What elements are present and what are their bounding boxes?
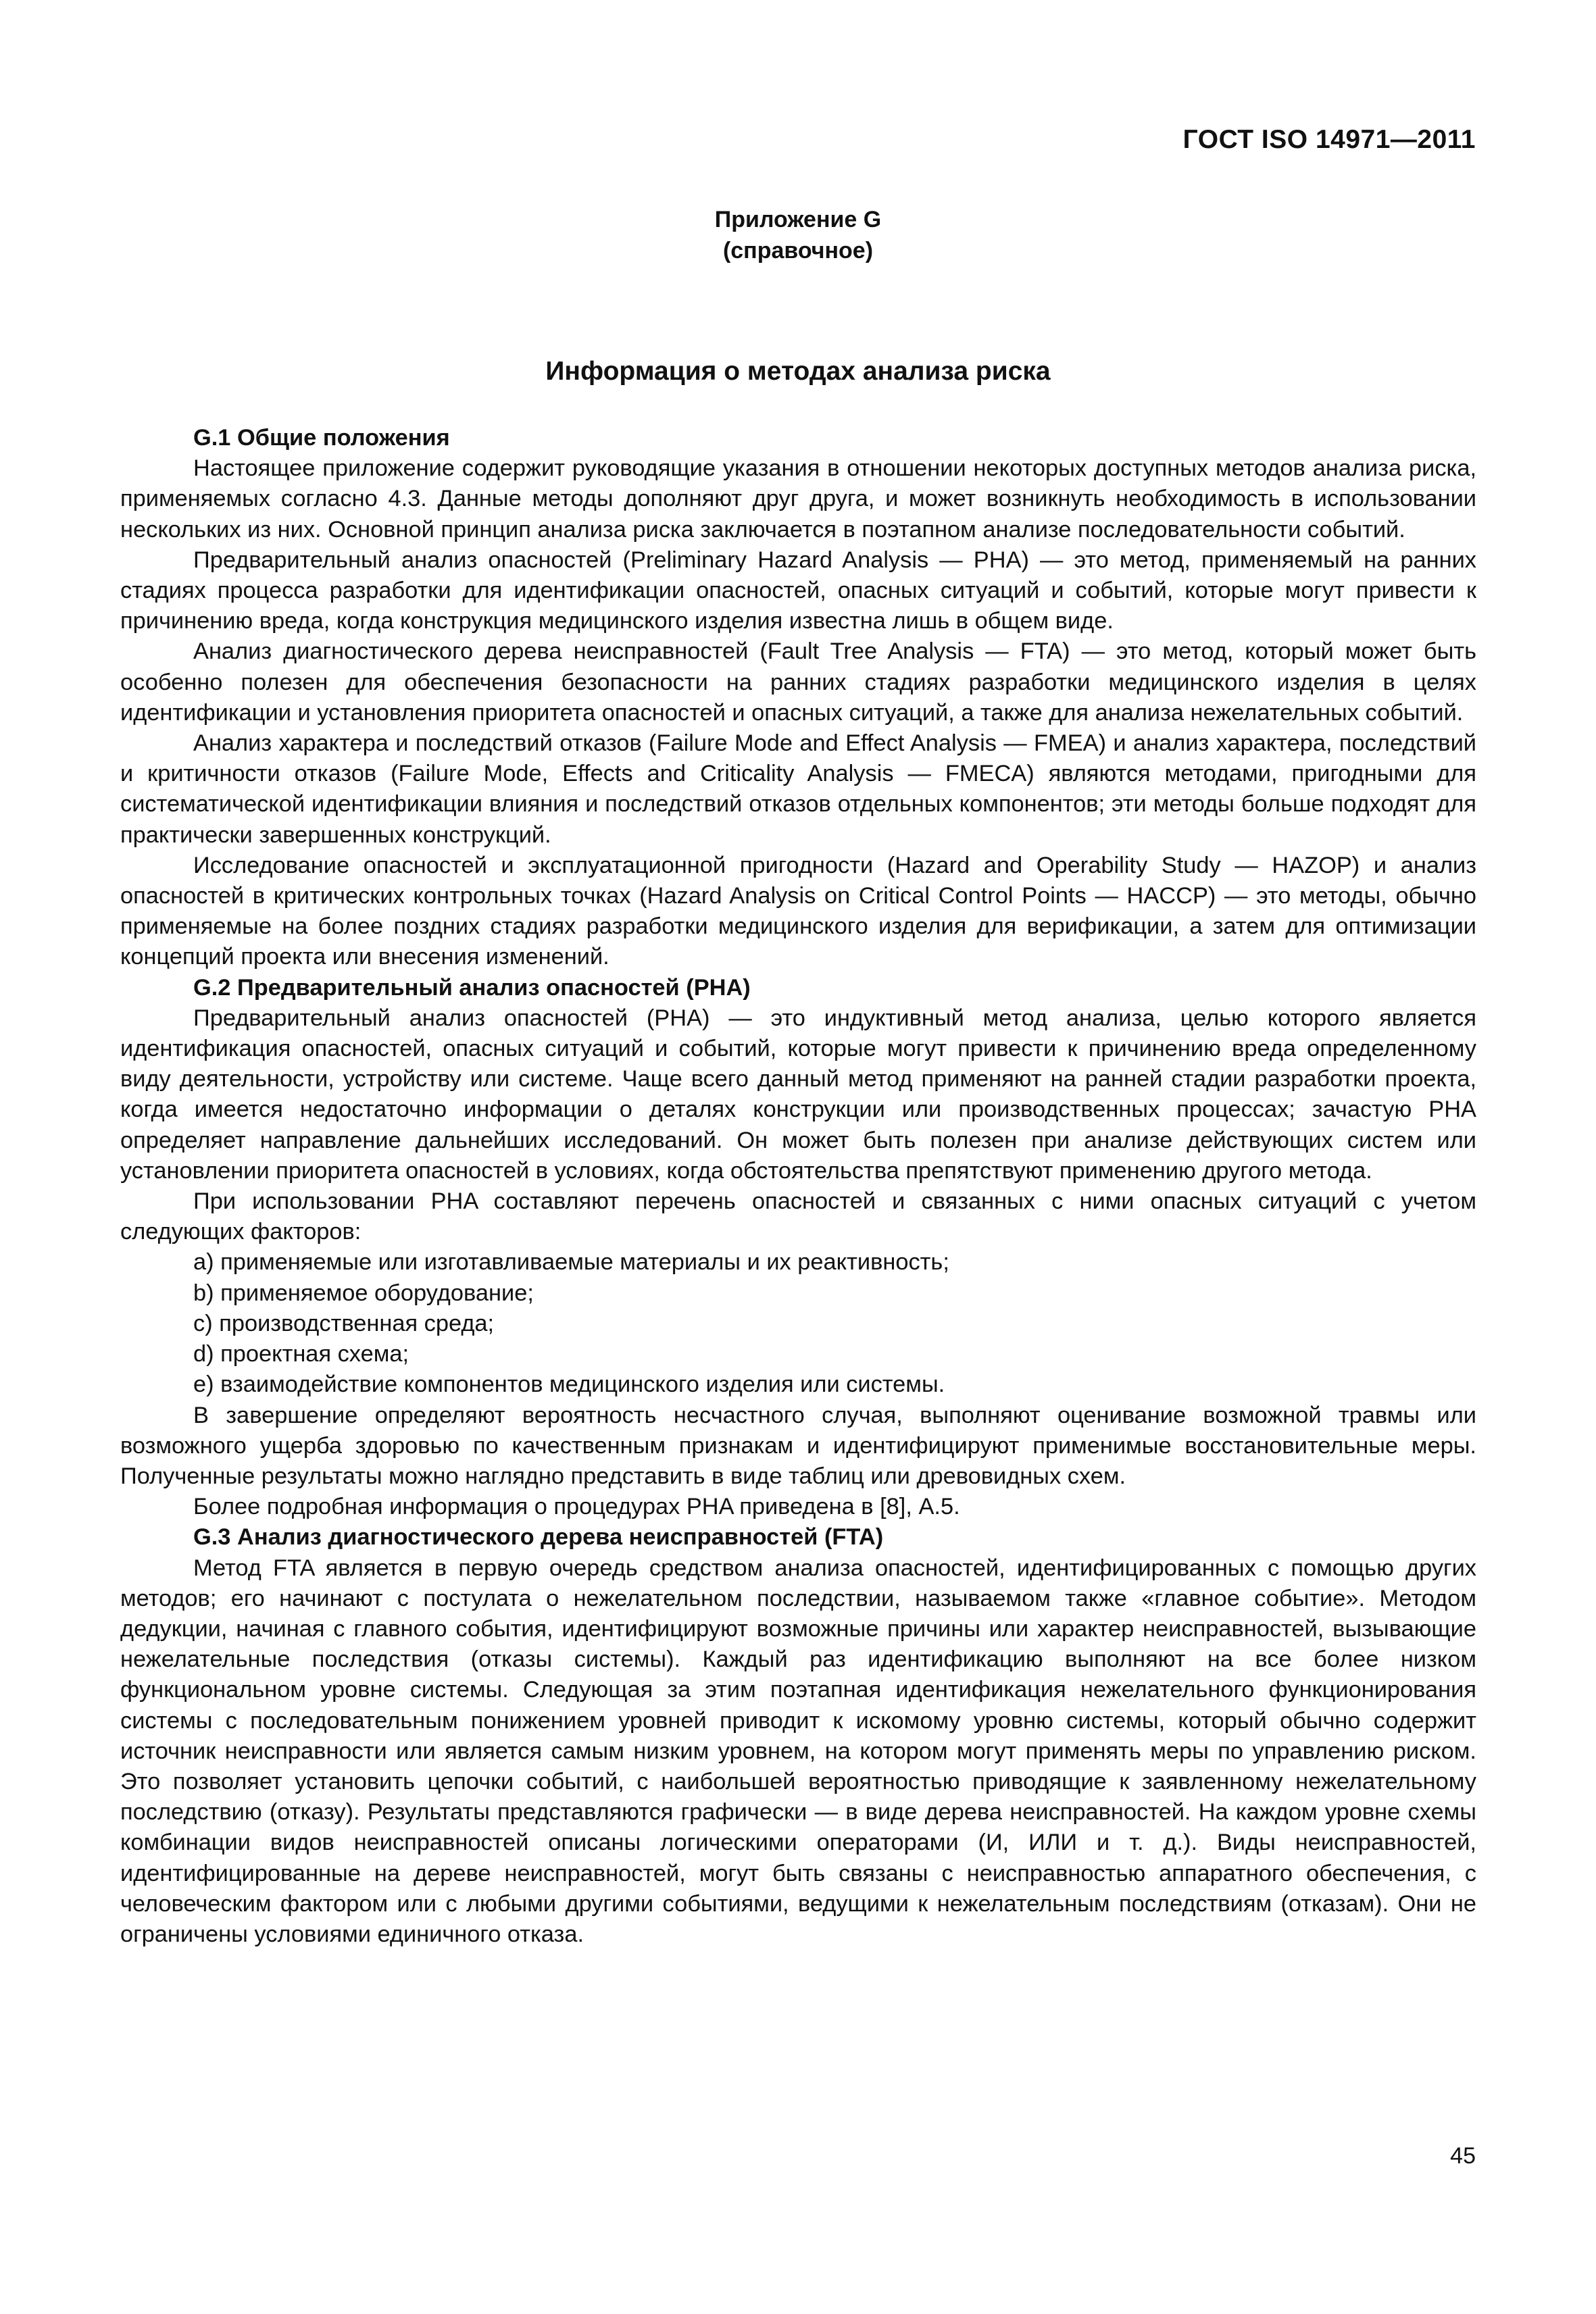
page-title: Информация о методах анализа риска [545,357,1051,386]
paragraph: Настоящее приложение содержит руководящие указания в отношении некоторых доступных методов анализа риска, применяемых согласно 4.3. Данные методы дополняют друг друга, и может возникнуть необходимость в использовании нескольких из них. Основной принцип анализа риска заключается в поэтапном анализе последовательности событий. [120,455,1476,543]
paragraph: Предварительный анализ опасностей (Preliminary Hazard Analysis — PHA) — это метод, применяемый на ранних стадиях процесса разработки для идентификации опасностей, опасных ситуаций и событий, которые могут привести к причинению вреда, когда конструкция медицинского изделия известна лишь в общем виде. [120,547,1476,634]
list-item: a) применяемые или изготавливаемые материалы и их реактивность; [193,1249,949,1276]
appendix-header [0,204,1596,266]
page-number: 45 [1450,2143,1476,2169]
list-item: c) производственная среда; [193,1310,495,1336]
paragraph: При использовании PHA составляют перечень опасностей и связанных с ними опасных ситуаций с учетом следующих факторов: [120,1188,1476,1245]
section-heading-g1: G.1 Общие положения [193,425,450,451]
paragraph: Анализ диагностического дерева неисправностей (Fault Tree Analysis — FTA) — это метод, который может быть особенно полезен для обеспечения безопасности на ранних стадиях разработки медицинского изделия в целях идентификации и установления приоритета опасностей и опасных ситуаций, а также для анализа нежелательных событий. [120,638,1476,726]
appendix-label: Приложение G [714,207,882,232]
appendix-note: (справочное) [722,238,874,263]
list-item: e) взаимодействие компонентов медицинского изделия или системы. [193,1372,945,1398]
section-heading-g3: G.3 Анализ диагностического дерева неисправностей (FTA) [193,1524,884,1551]
paragraph: В завершение определяют вероятность несчастного случая, выполняют оценивание возможной травмы или возможного ущерба здоровью по качественным признакам и идентифицируют применимые восстановительные меры. Полученные результаты можно наглядно представить в виде таблиц или древовидных схем. [120,1402,1476,1489]
list-item: d) проектная схема; [193,1341,409,1367]
paragraph: Предварительный анализ опасностей (PHA) — это индуктивный метод анализа, целью которого является идентификация опасностей, опасных ситуаций и событий, которые могут привести к причинению вреда определенному виду деятельности, устройству или системе. Чаще всего данный метод применяют на ранней стадии разработки проекта, когда имеется недостаточно информации о деталях конструкции или производственных процессах; зачастую PHA определяет направление дальнейших исследований. Он может быть полезен при анализе действующих систем или установлении приоритета опасностей в условиях, когда обстоятельства препятствуют применению другого метода. [120,1005,1476,1184]
paragraph: Более подробная информация о процедурах PHA приведена в [8], A.5. [193,1494,960,1520]
document-code: ГОСТ ISO 14971—2011 [1182,125,1476,154]
paragraph: Анализ характера и последствий отказов (Failure Mode and Effect Analysis — FMEA) и анализ характера, последствий и критичности отказов (Failure Mode, Effects and Criticality Analysis — FMECA) являются методами, пригодными для систематической идентификации влияния и последствий отказов отдельных компонентов; эти методы больше подходят для практически завершенных конструкций. [120,730,1476,848]
document-body [120,423,1476,1950]
list-item: b) применяемое оборудование; [193,1280,534,1306]
section-heading-g2: G.2 Предварительный анализ опасностей (PHA) [193,974,751,1001]
paragraph: Метод FTA является в первую очередь средством анализа опасностей, идентифицированных с помощью других методов; его начинают с постулата о нежелательном последствии, называемом также «главное событие». Методом дедукции, начиная с главного события, идентифицируют возможные причины или характер неисправностей, вызывающие нежелательные последствия (отказы системы). Каждый раз идентификацию выполняют на все более низком функциональном уровне системы. Следующая за этим поэтапная идентификация нежелательного функционирования системы с последовательным понижением уровней приводит к искомому уровню системы, который обычно содержит источник неисправности или является самым низким уровнем, на котором могут применять меры по управлению риском. Это позволяет установить цепочки событий, с наибольшей вероятностью приводящие к заявленному нежелательному последствию (отказу). Результаты представляются графически — в виде дерева неисправностей. На каждом уровне схемы комбинации видов неисправностей описаны логическими операторами (И, ИЛИ и т. д.). Виды неисправностей, идентифицированные на дереве неисправностей, могут быть связаны с неисправностью аппаратного обеспечения, с человеческим фактором или с любыми другими событиями, ведущими к нежелательным последствиям (отказам). Они не ограничены условиями единичного отказа. [120,1555,1476,1947]
paragraph: Исследование опасностей и эксплуатационной пригодности (Hazard and Operability Study — HAZOP) и анализ опасностей в критических контрольных точках (Hazard Analysis on Critical Control Points — HACCP) — это методы, обычно применяемые на более поздних стадиях разработки медицинского изделия для верификации, а затем для оптимизации концепций проекта или внесения изменений. [120,852,1476,970]
factor-list [120,1247,1476,1400]
